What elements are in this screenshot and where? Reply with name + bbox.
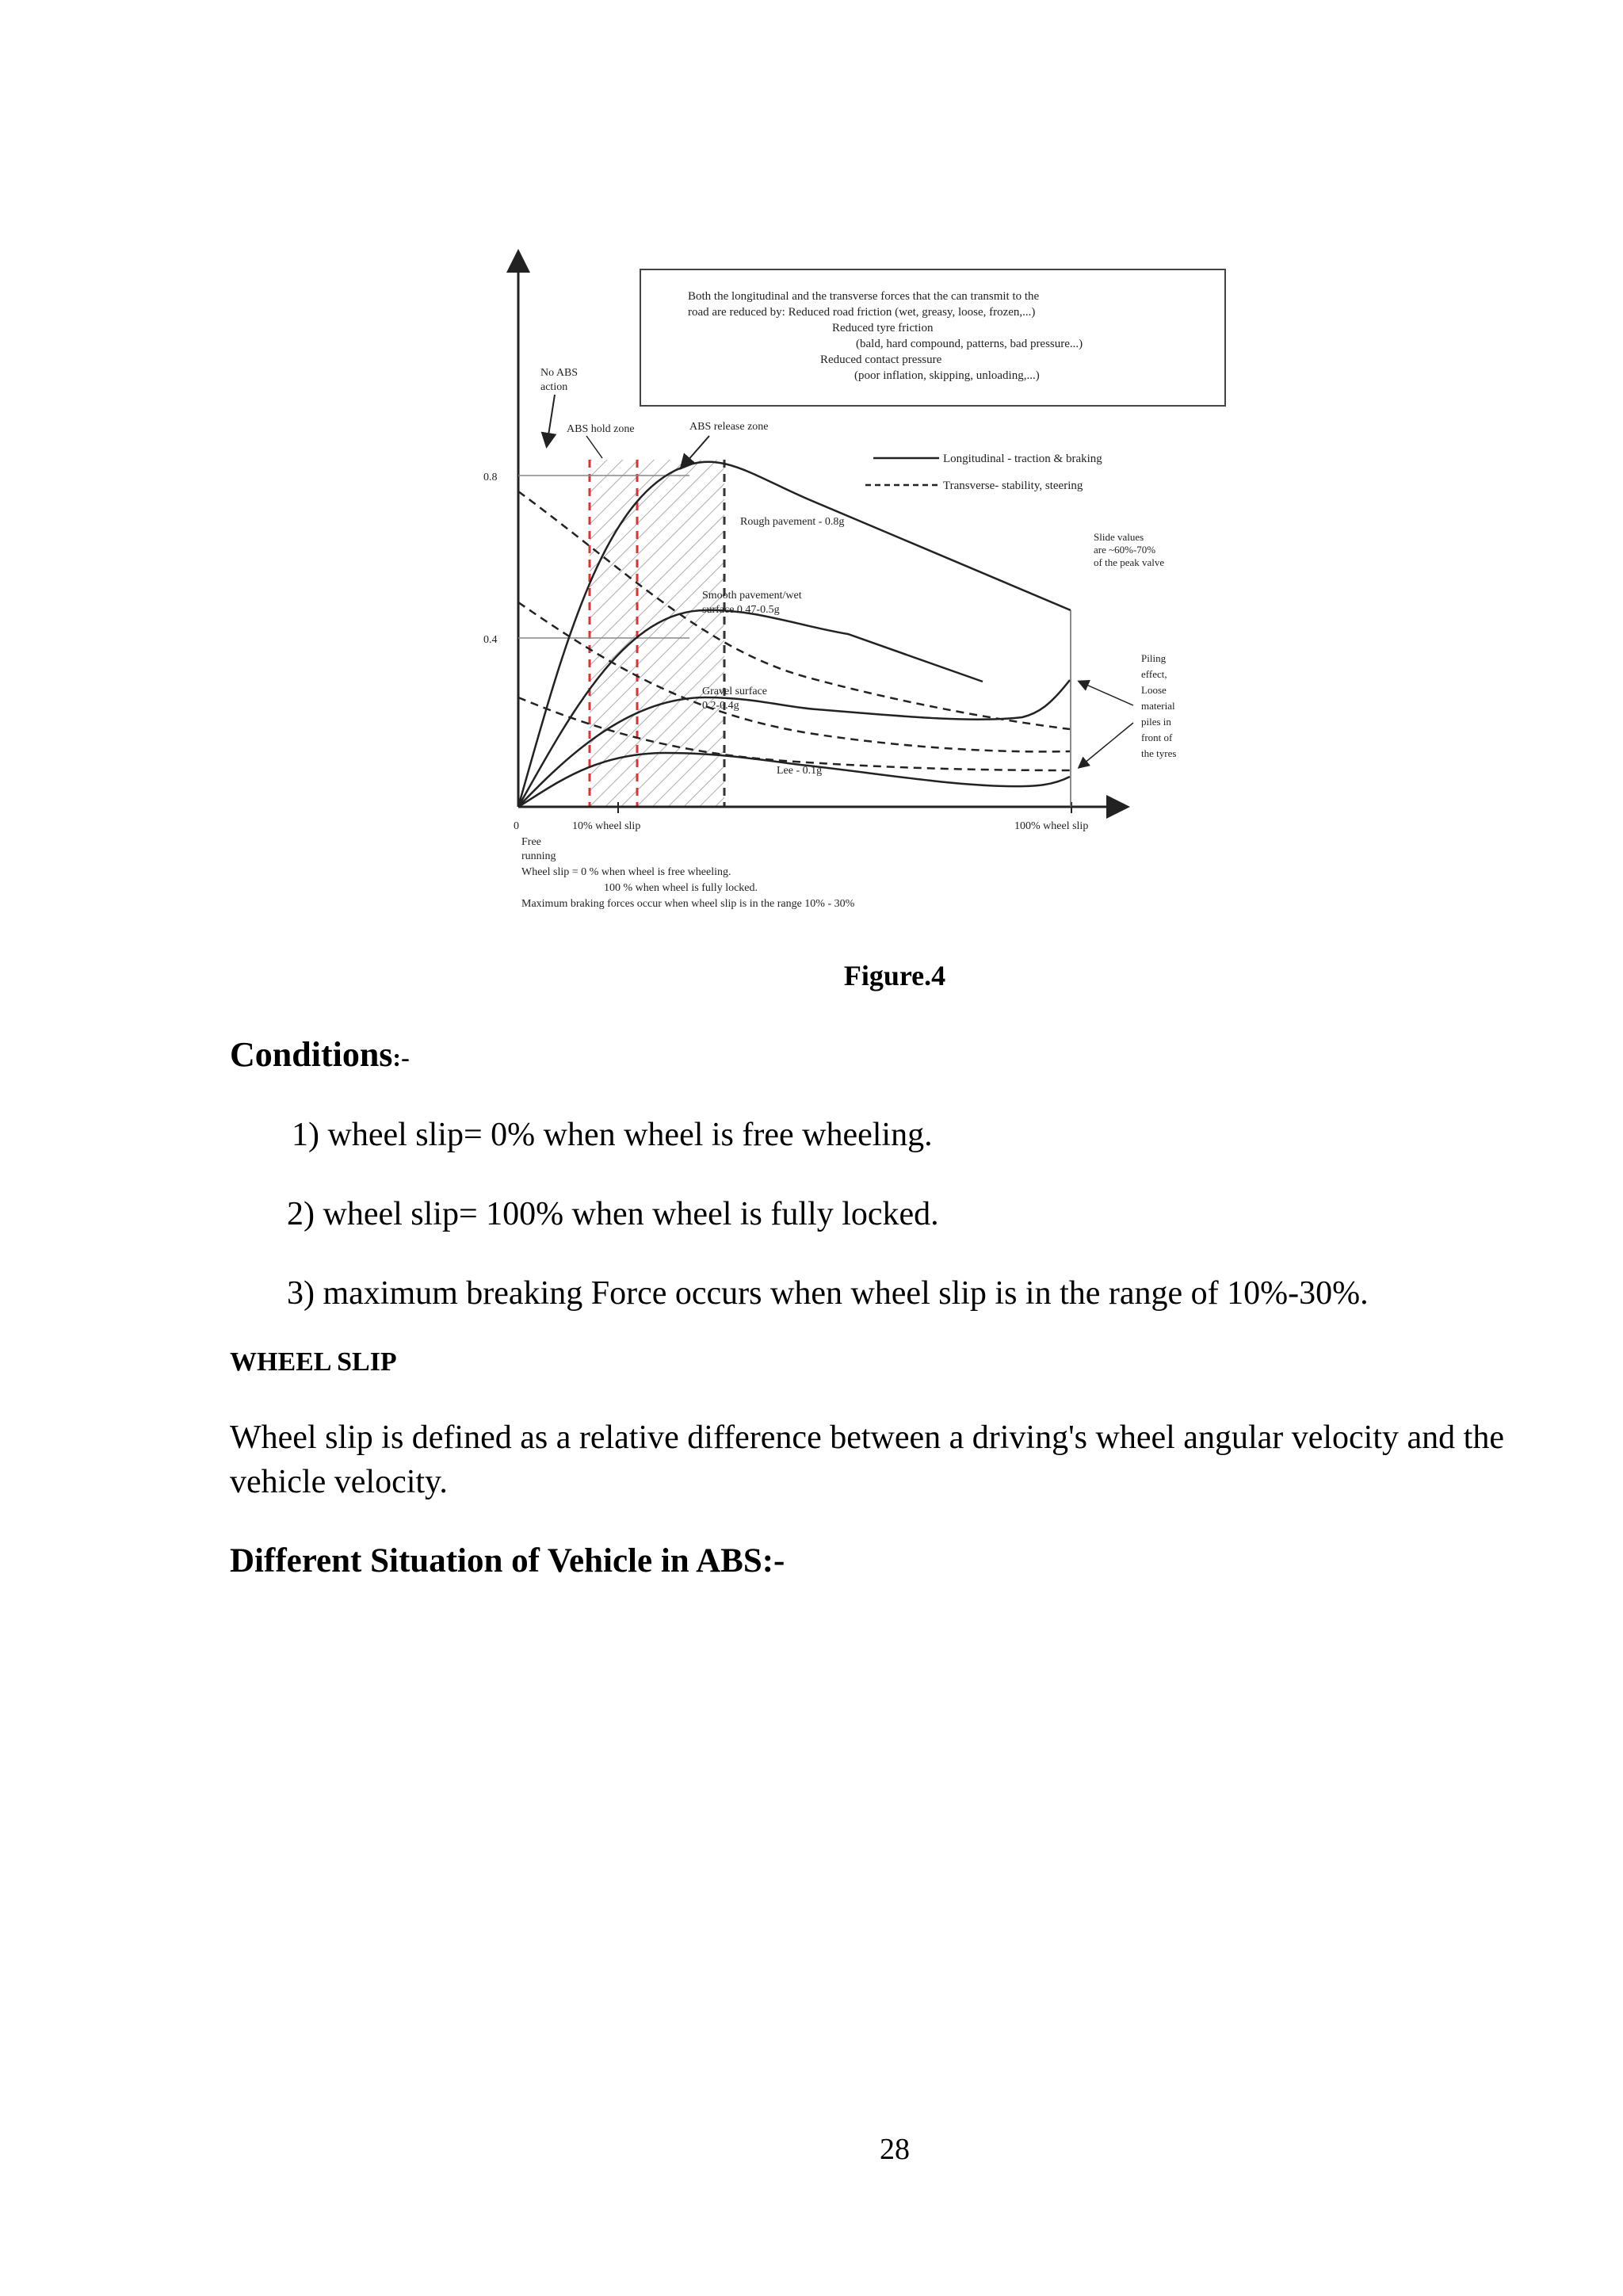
ice-label: Lee - 0.1g: [777, 765, 823, 777]
piling-note-7: the tyres: [1141, 747, 1177, 759]
wheel-slip-heading: WHEEL SLIP: [230, 1347, 397, 1377]
no-abs-label-1: No ABS: [540, 367, 579, 379]
conditions-heading-suffix: :-: [392, 1043, 410, 1072]
wheel-slip-paragraph: Wheel slip is defined as a relative difference between a driving's wheel angular velocity and the vehicle velocity.: [230, 1419, 1504, 1500]
figure-footer-2: 100 % when wheel is fully locked.: [604, 882, 758, 894]
condition-item-1: 1) wheel slip= 0% when wheel is free wheeling.: [292, 1117, 933, 1153]
y-tick-08: 0.8: [483, 472, 498, 483]
legend-transverse-label: Transverse- stability, steering: [943, 479, 1083, 492]
hold-zone-label: ABS hold zone: [567, 423, 635, 435]
smooth-label-1: Smooth pavement/wet: [702, 590, 802, 602]
figure-caption: Figure.4: [843, 960, 946, 991]
curve-smooth-pavement: [518, 610, 983, 807]
y-tick-04: 0.4: [483, 634, 498, 646]
piling-note-1: Piling: [1141, 652, 1167, 664]
slide-note-1: Slide values: [1094, 531, 1144, 543]
piling-note-3: Loose: [1141, 684, 1167, 696]
note-line-2: road are reduced by: Reduced road friction (wet, greasy, loose, frozen,...): [688, 306, 1036, 319]
slide-note-3: of the peak valve: [1094, 556, 1165, 568]
origin-label: 0: [514, 820, 519, 832]
free-running-label-1: Free: [521, 836, 541, 848]
note-line-4: (bald, hard compound, patterns, bad pressure...): [856, 338, 1083, 350]
no-abs-arrow: [547, 395, 555, 445]
conditions-heading: [230, 1034, 410, 1075]
note-line-6: (poor inflation, skipping, unloading,...): [854, 369, 1040, 382]
x-tick-10-label: 10% wheel slip: [572, 820, 641, 832]
situation-heading: Different Situation of Vehicle in ABS:-: [230, 1542, 785, 1580]
no-abs-label-2: action: [540, 381, 568, 393]
piling-note-5: piles in: [1141, 716, 1171, 728]
figure-footer-3: Maximum braking forces occur when wheel slip is in the range 10% - 30%: [521, 898, 855, 910]
legend-longitudinal-label: Longitudinal - traction & braking: [943, 453, 1102, 465]
note-line-5: Reduced contact pressure: [820, 353, 942, 366]
piling-note-6: front of: [1141, 732, 1173, 743]
condition-item-3: 3) maximum breaking Force occurs when wheel slip is in the range of 10%-30%.: [287, 1275, 1369, 1312]
conditions-heading-text: Conditions: [230, 1035, 393, 1074]
hold-zone-arrow: [586, 436, 602, 458]
release-zone-label: ABS release zone: [689, 421, 769, 433]
piling-note-4: material: [1141, 700, 1175, 712]
free-running-label-2: running: [521, 850, 556, 862]
gravel-label-2: 0.2-0.4g: [702, 700, 739, 712]
condition-item-2: 2) wheel slip= 100% when wheel is fully locked.: [287, 1196, 939, 1232]
smooth-label-2: surface 0.47-0.5g: [702, 604, 780, 616]
piling-note-2: effect,: [1141, 668, 1167, 680]
abs-wheel-slip-figure: [468, 238, 1260, 927]
rough-label: Rough pavement - 0.8g: [740, 516, 845, 528]
page-number: 28: [880, 2133, 910, 2166]
note-line-3: Reduced tyre friction: [832, 322, 934, 334]
note-line-1: Both the longitudinal and the transverse forces that the can transmit to the: [688, 290, 1040, 303]
figure-footer-1: Wheel slip = 0 % when wheel is free wheeling.: [521, 866, 731, 878]
slide-note-2: are ~60%-70%: [1094, 544, 1156, 556]
gravel-label-1: Gravel surface: [702, 686, 768, 697]
x-tick-100-label: 100% wheel slip: [1014, 820, 1089, 832]
piling-arrow-2: [1079, 723, 1133, 767]
piling-arrow-1: [1079, 682, 1133, 705]
